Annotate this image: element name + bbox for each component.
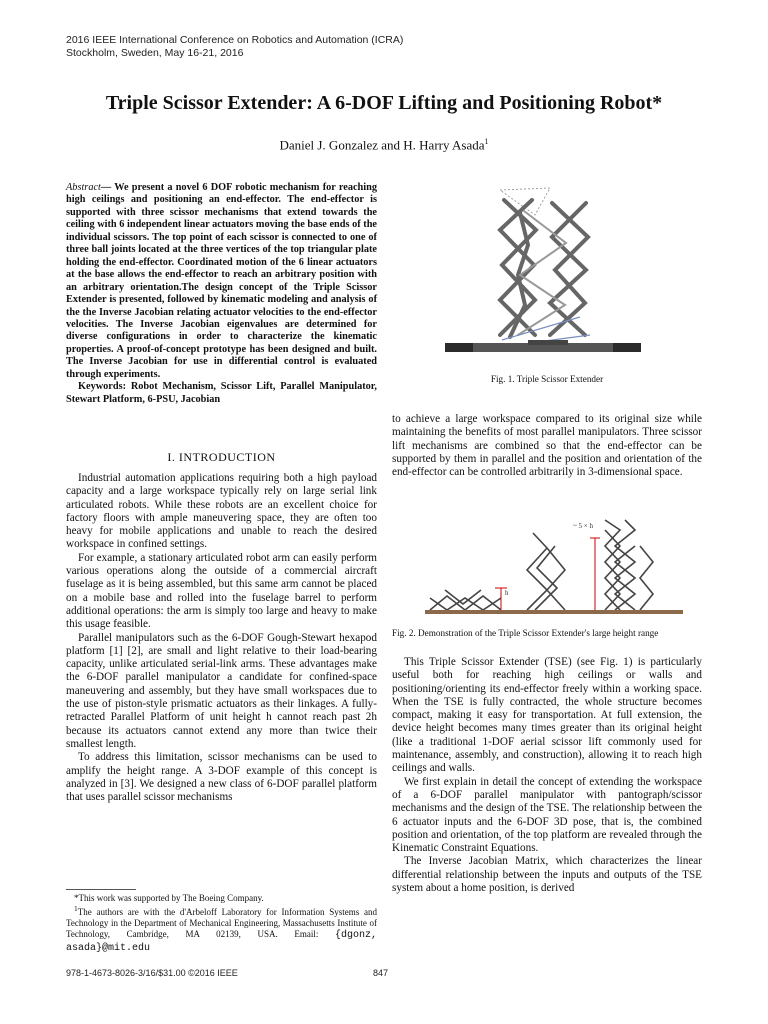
abstract: Abstract— We present a novel 6 DOF robotic mechanism for reaching high ceilings and positioning an end-effector. The end-effector is supported with three scissor mechanisms that extend towards the ceiling with 6 independent linear actuators moving the base ends of the individual scissors. The top point of each scissor is connected to one of three ball joints located at the three vertices of the top triangular plate holding the end-effector. Coordinated motion of the 6 linear actuators at the base allows the end-effector to reach an arbitrary position with an arbitrary orientation.The design concept of the Triple Scissor Extender is presented, followed by kinematic modeling and analysis of the the Inverse Jacobian relating actuator velocities to the end-effector velocities. The Inverse Jacobian eigenvalues are determined for diverse configurations in order to characterize the kinematic properties. A proof-of-concept prototype has been designed and built. The Inverse Jacobian for use in differential control is evaluated through experiments. Keywords: Robot Mechanism, Scissor Lift, Parallel Manipulator, Stewart Platform, 6-PSU, Jacobian [66, 182, 378, 405]
intro-paragraph: Parallel manipulators such as the 6-DOF Gough-Stewart hexapod platform [1] [2], are small and light relative to their load-bearing capacity, unlike articulated serial-link arms. These advantages make the 6-DOF parallel manipulator a candidate for confined-space maneuvering and assembly, but they have small workspaces due to the use of piston-style prismatic actuators as their linkages. A fully-retracted Parallel Platform of unit height h cannot reach past 2h because its actuators cannot extend any more than twice their smallest length. [66, 631, 377, 750]
authors [40, 137, 728, 153]
keywords-text: Robot Mechanism, Scissor Lift, Parallel Manipulator, Stewart Platform, 6-PSU, Jacobian [66, 381, 378, 405]
footnote-affiliation: $^1$The authors are with the d'Arbeloff Laboratory for Information Systems and Technology in the Department of Mechanical Engineering, Massachusetts Institute of Technology, Cambridge, MA 02139, USA. Email: {dgonz, asada}@mit.edu [66, 903, 377, 954]
right-column-top: to achieve a large workspace compared to its original size while maintaining the benefits of most parallel manipulators. Three scissor lift mechanisms are combined so that the end-effector can be supported by them in parallel and the position and orientation of the end-effector can be controlled arbitrarily in 3-dimensional space. [392, 413, 702, 479]
intro-paragraph: This Triple Scissor Extender (TSE) (see Fig. 1) is particularly useful both for reaching high ceilings or walls and positioning/orienting its end-effector freely within a working space. When the TSE is fully contracted, the whole structure becomes compact, making it easy for transportation. At full extension, the device height becomes many times greater than its original height (like a traditional 1-DOF aerial scissor lift commonly used for maintenance, assembly, and construction), allowing it to reach high ceilings and walls. [392, 656, 702, 775]
conference-location: Stockholm, Sweden, May 16-21, 2016 [66, 47, 244, 59]
intro-left-column [66, 472, 377, 804]
conference-header [66, 34, 403, 60]
figure-1-caption: Fig. 1. Triple Scissor Extender [490, 374, 604, 384]
isbn-footer: 978-1-4673-8026-3/16/$31.00 ©2016 IEEE [66, 968, 238, 978]
intro-paragraph: For example, a stationary articulated robot arm can easily perform various operations along the outside of a commercial aircraft fuselage as it is being assembled, but this same arm cannot be placed on a mobile base and rolled into the fuselage barrel to perform additional operations: the arm is simply too large and heavy to make this usage feasible. [66, 551, 377, 631]
height-label-bottom: h [505, 589, 509, 597]
intro-paragraph: To address this limitation, scissor mechanisms can be used to amplify the height range. A 3-DOF example of this concept is analyzed in [3]. We designed a new class of 6-DOF parallel platform that uses parallel scissor mechanisms [66, 751, 377, 804]
height-label-top: ~ 5 × h [573, 522, 593, 530]
figure-2-photo [425, 518, 683, 614]
intro-paragraph: We first explain in detail the concept of extending the workspace of a 6-DOF parallel manipulator with pantograph/scissor mechanisms and the design of the TSE. The relationship between the 6 actuator inputs and the 6-DOF 3D pose, that is, the combined position and orientation, of the top platform are revealed through the Kinematic Constraint Equations. [392, 775, 702, 855]
figure-2-caption: Fig. 2. Demonstration of the Triple Scissor Extender's large height range [392, 628, 659, 638]
keywords-label: Keywords: [78, 381, 127, 393]
intro-right-column [392, 656, 702, 895]
footnote-email: {dgonz, asada}@mit.edu [66, 929, 377, 954]
height-range-photo [425, 518, 683, 614]
page-number: 847 [373, 968, 389, 978]
abstract-label: Abstract [66, 182, 101, 193]
footnote-rule [66, 889, 136, 890]
author-names: Daniel J. Gonzalez and H. Harry Asada [279, 137, 485, 153]
abstract-text: We present a novel 6 DOF robotic mechanism for reaching high ceilings and positioning an end-effector. The end-effector is supported with three scissor mechanisms that extend towards the ceiling with 6 independent linear actuators moving the base ends of the individual scissors. The top point of each scissor is connected to one of three ball joints located at the three vertices of the top triangular plate holding the end-effector. Coordinated motion of the 6 linear actuators at the base allows the end-effector to reach an arbitrary position with an arbitrary orientation.The design concept of the Triple Scissor Extender is presented, followed by kinematic modeling and analysis of the the Inverse Jacobian relating actuator velocities to the end-effector velocities. The Inverse Jacobian eigenvalues are determined for diverse configurations in order to characterize the kinematic properties. A proof-of-concept prototype has been designed and built. The Inverse Jacobian for use in differential control is evaluated through experiments. [66, 182, 378, 380]
author-footnote-mark: 1 [484, 137, 489, 146]
intro-paragraph: Industrial automation applications requiring both a high payload capacity and a large workspace typically rely on large serial link articulated robots. While these robots are an excellent choice for factory floors with ample maneuvering space, they are often too heavy for mobile applications and unable to reach the desired workspace in confined settings. [66, 472, 377, 551]
section-heading: I. INTRODUCTION [167, 450, 276, 464]
intro-paragraph: The Inverse Jacobian Matrix, which characterizes the linear differential relationship between the inputs and outputs of the TSE system about a home position, is derived [392, 855, 702, 895]
paper-title: Triple Scissor Extender: A 6-DOF Lifting and Positioning Robot* [105, 92, 663, 114]
figure-1-photo [440, 185, 646, 360]
footnotes [66, 889, 377, 955]
footnote-support: *This work was supported by The Boeing Company. [74, 893, 264, 903]
triple-scissor-extender-photo [440, 185, 646, 360]
conference-name: 2016 IEEE International Conference on Robotics and Automation (ICRA) [66, 34, 404, 46]
keywords [66, 381, 377, 406]
